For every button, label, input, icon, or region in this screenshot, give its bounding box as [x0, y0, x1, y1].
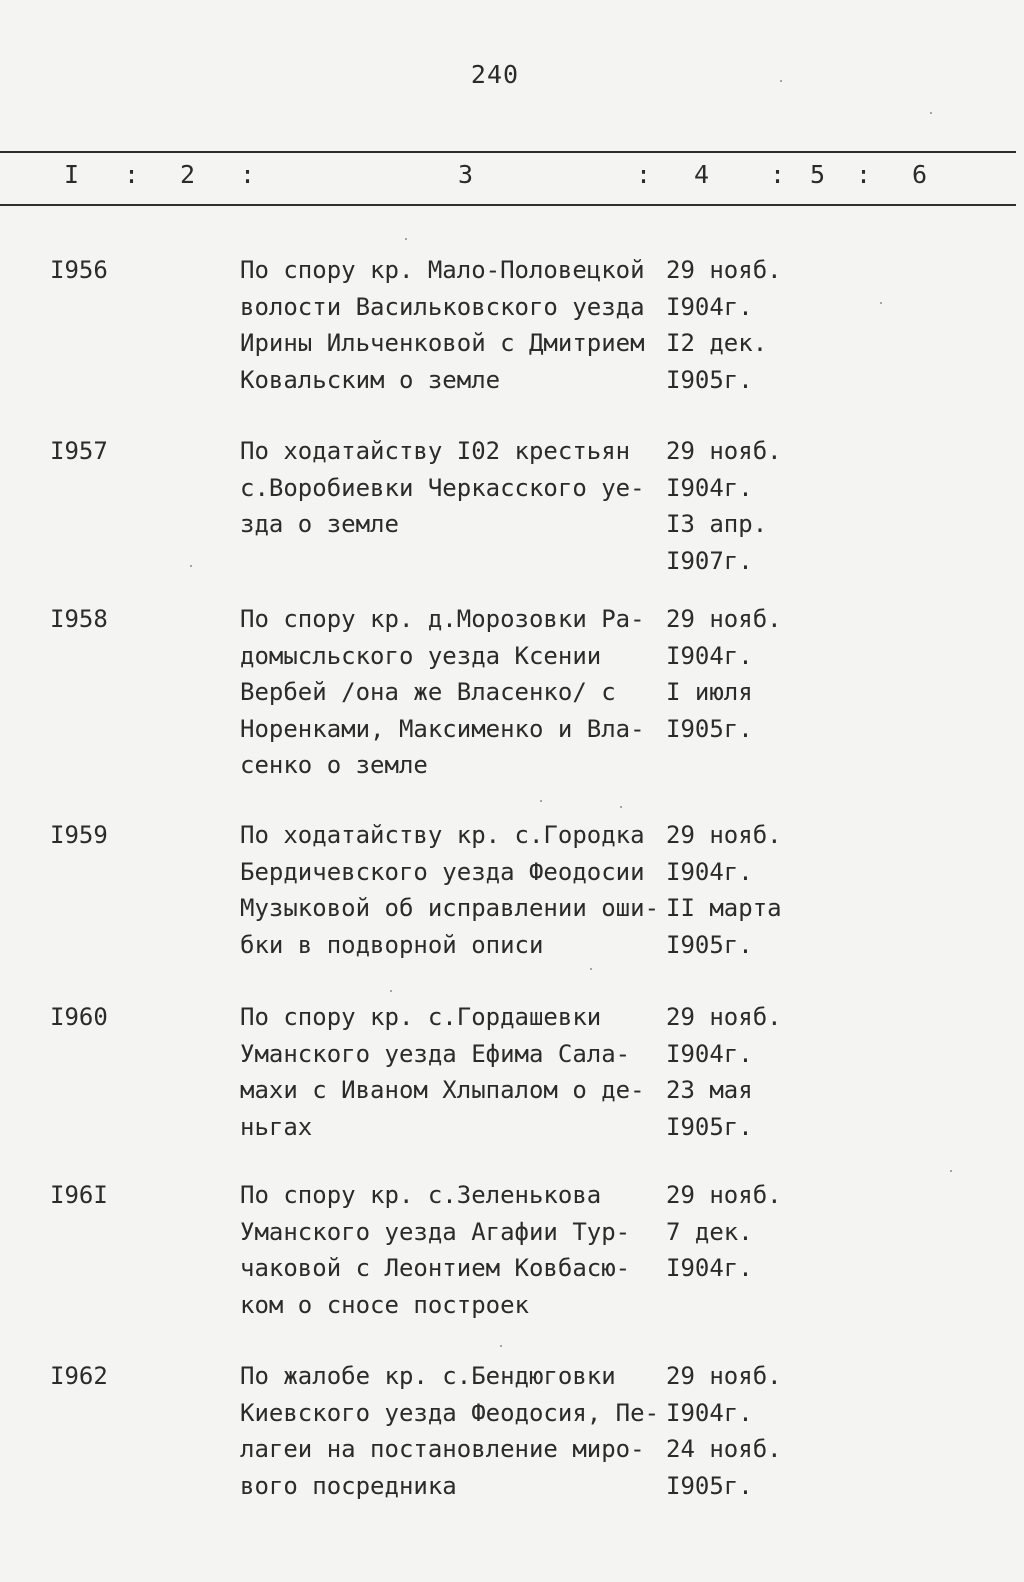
column-header-6: 6	[912, 160, 928, 189]
entry-dates	[666, 433, 806, 579]
column-separator: :	[856, 160, 872, 189]
description-line: Музыковой об исправлении оши-	[240, 894, 660, 922]
entry-description	[240, 1358, 660, 1504]
entry-number: I959	[50, 821, 108, 849]
entry-dates	[666, 817, 806, 963]
date-line: I3 апр.	[666, 510, 768, 538]
date-line: 29 нояб.	[666, 1362, 782, 1390]
column-separator: :	[240, 160, 256, 189]
description-line: Ковальским о земле	[240, 365, 501, 394]
description-line: ньгах	[240, 1112, 313, 1141]
entry-dates	[666, 999, 806, 1145]
entry-number: I96I	[50, 1181, 108, 1209]
column-separator: :	[124, 160, 140, 189]
description-line: чаковой с Леонтием Ковбасю-	[240, 1254, 631, 1282]
entry-dates	[666, 1358, 806, 1504]
description-line: По ходатайству кр. с.Городка	[240, 821, 645, 849]
column-header-1: I	[64, 160, 80, 189]
entry-number: I957	[50, 437, 108, 465]
description-line: домысльского уезда Ксении	[240, 641, 602, 670]
entry-number: I956	[50, 256, 108, 284]
date-line: I904г.	[666, 292, 753, 321]
column-separator: :	[636, 160, 652, 189]
date-line: I2 дек.	[666, 329, 768, 357]
description-line: лагеи на постановление миро-	[240, 1435, 645, 1463]
scan-speck	[590, 968, 592, 970]
column-header-3: 3	[458, 160, 474, 189]
description-line: По спору кр. Мало-Половецкой	[240, 256, 645, 284]
description-line: вого посредника	[240, 1471, 457, 1500]
date-line: 29 нояб.	[666, 1181, 782, 1209]
entry-number: I958	[50, 605, 108, 633]
header-top-rule	[0, 151, 1016, 153]
description-line: волости Васильковского уезда	[240, 292, 645, 321]
description-line: По спору кр. д.Морозовки Ра-	[240, 605, 645, 633]
description-line: с.Воробиевки Черкасского уе-	[240, 473, 645, 502]
date-line: I904г.	[666, 1039, 753, 1068]
date-line: I904г.	[666, 857, 753, 886]
description-line: Норенками, Максименко и Вла-	[240, 714, 645, 743]
entry-description	[240, 252, 660, 398]
description-line: По спору кр. с.Зеленькова	[240, 1181, 602, 1209]
scan-speck	[950, 1170, 952, 1172]
page-number: 240	[470, 60, 520, 89]
date-line: II марта	[666, 894, 782, 922]
date-line: I904г.	[666, 641, 753, 670]
date-line: I905г.	[666, 930, 753, 959]
scan-speck	[620, 806, 622, 808]
description-line: ком о сносе построек	[240, 1290, 529, 1319]
entry-description	[240, 601, 660, 784]
date-line: 29 нояб.	[666, 256, 782, 284]
description-line: зда о земле	[240, 510, 399, 538]
date-line: 7 дек.	[666, 1217, 753, 1246]
column-separator: :	[770, 160, 786, 189]
date-line: I905г.	[666, 1112, 753, 1141]
description-line: Уманского уезда Агафии Тур-	[240, 1217, 631, 1246]
column-header-4: 4	[694, 160, 710, 189]
column-header-2: 2	[180, 160, 196, 189]
description-line: сенко о земле	[240, 751, 428, 779]
date-line: 29 нояб.	[666, 821, 782, 849]
entry-dates	[666, 601, 806, 747]
description-line: Бердичевского уезда Феодосии	[240, 857, 645, 886]
description-line: Киевского уезда Феодосия, Пе-	[240, 1398, 660, 1427]
date-line: I904г.	[666, 1254, 753, 1282]
date-line: I905г.	[666, 1471, 753, 1500]
date-line: I904г.	[666, 1398, 753, 1427]
description-line: По спору кр. с.Гордашевки	[240, 1003, 602, 1031]
entry-description	[240, 817, 660, 963]
column-header-5: 5	[810, 160, 826, 189]
entry-number: I960	[50, 1003, 108, 1031]
description-line: Уманского уезда Ефима Сала-	[240, 1039, 631, 1068]
scan-speck	[390, 990, 392, 992]
scan-speck	[500, 1345, 502, 1347]
description-line: Ирины Ильченковой с Дмитрием	[240, 329, 645, 357]
date-line: I907г.	[666, 546, 753, 575]
description-line: По ходатайству I02 крестьян	[240, 437, 631, 465]
scan-speck	[780, 80, 782, 82]
description-line: Вербей /она же Власенко/ с	[240, 678, 616, 706]
description-line: махи с Иваном Хлыпалом о де-	[240, 1076, 645, 1104]
scan-speck	[405, 238, 407, 240]
description-line: По жалобе кр. с.Бендюговки	[240, 1362, 616, 1390]
date-line: 29 нояб.	[666, 605, 782, 633]
entry-number: I962	[50, 1362, 108, 1390]
entry-description	[240, 433, 660, 543]
date-line: 24 нояб.	[666, 1435, 782, 1463]
description-line: бки в подворной описи	[240, 930, 544, 959]
scan-speck	[190, 565, 192, 567]
date-line: I905г.	[666, 365, 753, 394]
date-line: 23 мая	[666, 1076, 753, 1104]
date-line: I июля	[666, 678, 753, 706]
date-line: 29 нояб.	[666, 1003, 782, 1031]
entry-description	[240, 1177, 660, 1323]
scan-speck	[540, 800, 542, 802]
entry-dates	[666, 252, 806, 398]
date-line: I905г.	[666, 714, 753, 743]
date-line: 29 нояб.	[666, 437, 782, 465]
entry-description	[240, 999, 660, 1145]
date-line: I904г.	[666, 473, 753, 502]
scan-speck	[880, 302, 882, 304]
entry-dates	[666, 1177, 806, 1287]
header-bottom-rule	[0, 204, 1016, 206]
scan-speck	[930, 112, 932, 114]
